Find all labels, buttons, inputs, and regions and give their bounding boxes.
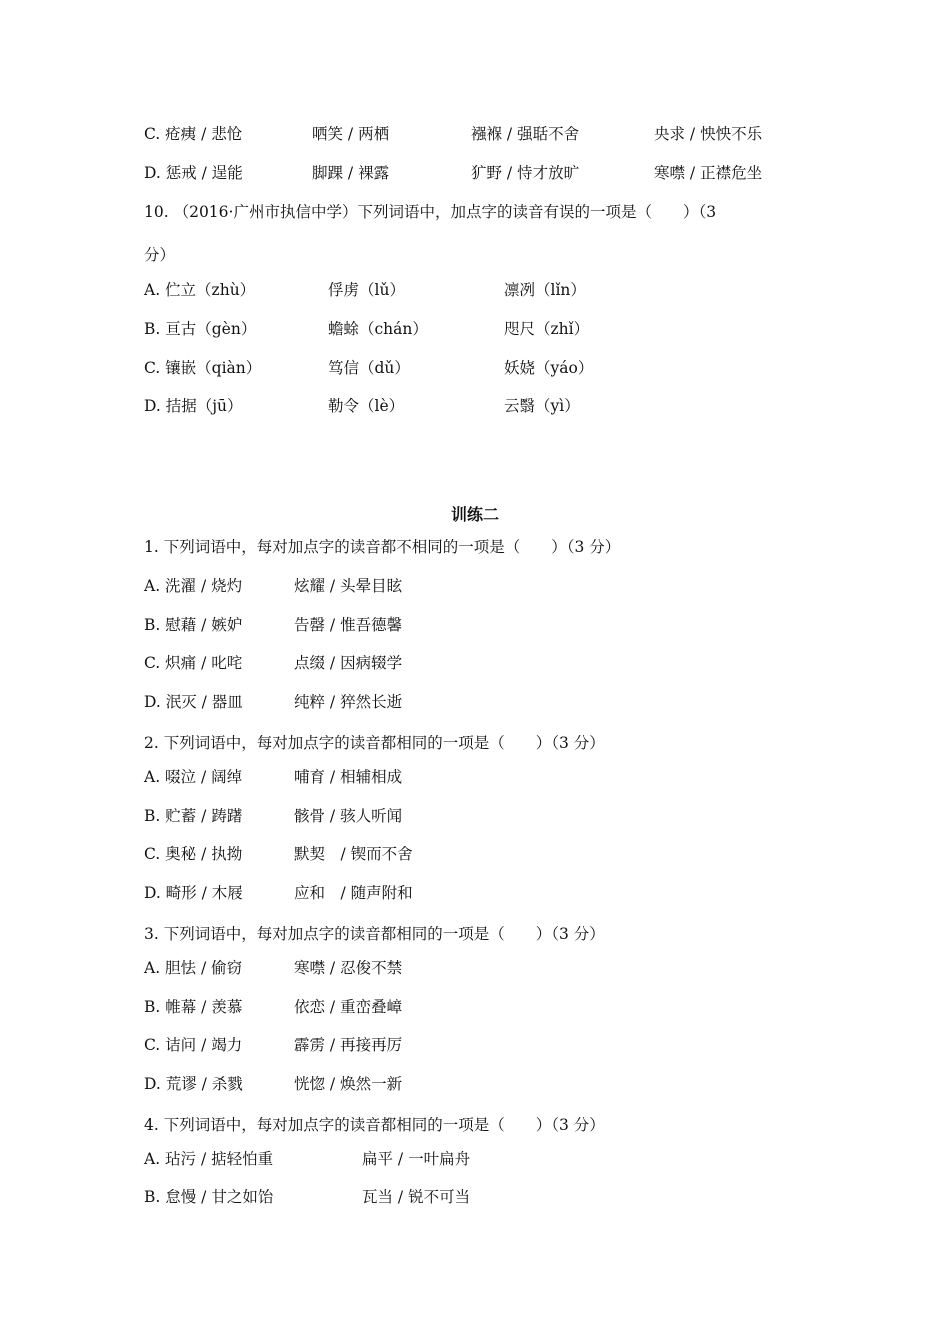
line-segment: 点缀 / 因病辍学 [294,654,403,672]
line-segment: 1. 下列词语中，每对加点字的读音都不相同的一项是（ ）（3 分） [144,538,621,556]
line-segment: D. 拮据（jū） [144,397,243,415]
line-segment: B. 亘古（gèn） [144,320,257,338]
line-segment: 犷野 / 恃才放旷 [471,164,580,182]
line-segment: 骸骨 / 骇人听闻 [294,807,403,825]
line-segment: A. 啜泣 / 阔绰 [144,768,243,786]
line-segment: A. 胆怯 / 偷窃 [144,959,243,977]
line-segment: 俘虏（lǔ） [328,281,405,299]
line-segment: 分） [144,246,176,264]
section-title: 训练二 [450,505,499,524]
line-segment: 哂笑 / 两栖 [312,125,390,143]
line-segment: 襁褓 / 强聒不舍 [471,125,580,143]
line-segment: 蟾蜍（chán） [328,320,428,338]
line-segment: 勒令（lè） [328,397,405,415]
line-segment: 2. 下列词语中，每对加点字的读音都相同的一项是（ ）（3 分） [144,734,605,752]
line-segment: 应和 / 随声附和 [294,884,413,902]
line-segment: C. 疮痍 / 悲怆 [144,125,243,143]
line-segment: 扁平 / 一叶扁舟 [362,1150,471,1168]
line-segment: B. 帷幕 / 羡慕 [144,998,243,1016]
line-segment: D. 惩戒 / 逞能 [144,164,243,182]
line-segment: 妖娆（yáo） [504,359,594,377]
line-segment: 依恋 / 重峦叠嶂 [294,998,403,1016]
line-segment: C. 炽痛 / 叱咤 [144,654,243,672]
line-segment: 纯粹 / 猝然长逝 [294,693,403,711]
line-segment: C. 奥秘 / 执拗 [144,845,243,863]
line-segment: B. 怠慢 / 甘之如饴 [144,1188,274,1206]
line-segment: 云翳（yì） [504,397,580,415]
line-segment: C. 镶嵌（qiàn） [144,359,262,377]
line-segment: 4. 下列词语中，每对加点字的读音都相同的一项是（ ）（3 分） [144,1116,605,1134]
line-segment: 3. 下列词语中，每对加点字的读音都相同的一项是（ ）（3 分） [144,925,605,943]
line-segment: D. 荒谬 / 杀戮 [144,1075,243,1093]
line-segment: 霹雳 / 再接再厉 [294,1036,403,1054]
line-segment: 凛冽（lǐn） [504,281,586,299]
line-segment: A. 洗濯 / 烧灼 [144,577,243,595]
line-segment: 默契 / 锲而不舍 [294,845,413,863]
line-segment: B. 贮蓄 / 踌躇 [144,807,243,825]
line-segment: C. 诘问 / 竭力 [144,1036,243,1054]
line-segment: 咫尺（zhǐ） [504,320,590,338]
line-segment: A. 玷污 / 掂轻怕重 [144,1150,274,1168]
line-segment: D. 畸形 / 木屐 [144,884,243,902]
line-segment: 10. （2016·广州市执信中学）下列词语中，加点字的读音有误的一项是（ ）（3 [144,203,717,221]
line-segment: 炫耀 / 头晕目眩 [294,577,403,595]
line-segment: 央求 / 怏怏不乐 [654,125,763,143]
line-segment: 恍惚 / 焕然一新 [294,1075,403,1093]
line-segment: 寒噤 / 正襟危坐 [654,164,763,182]
line-segment: 寒噤 / 忍俊不禁 [294,959,403,977]
line-segment: D. 泯灭 / 器皿 [144,693,243,711]
line-segment: 笃信（dǔ） [328,359,410,377]
line-segment: A. 伫立（zhù） [144,281,256,299]
line-segment: 瓦当 / 锐不可当 [362,1188,471,1206]
line-segment: 哺育 / 相辅相成 [294,768,403,786]
line-segment: 告罄 / 惟吾德馨 [294,616,403,634]
line-segment: B. 慰藉 / 嫉妒 [144,616,243,634]
line-segment: 脚踝 / 裸露 [312,164,390,182]
